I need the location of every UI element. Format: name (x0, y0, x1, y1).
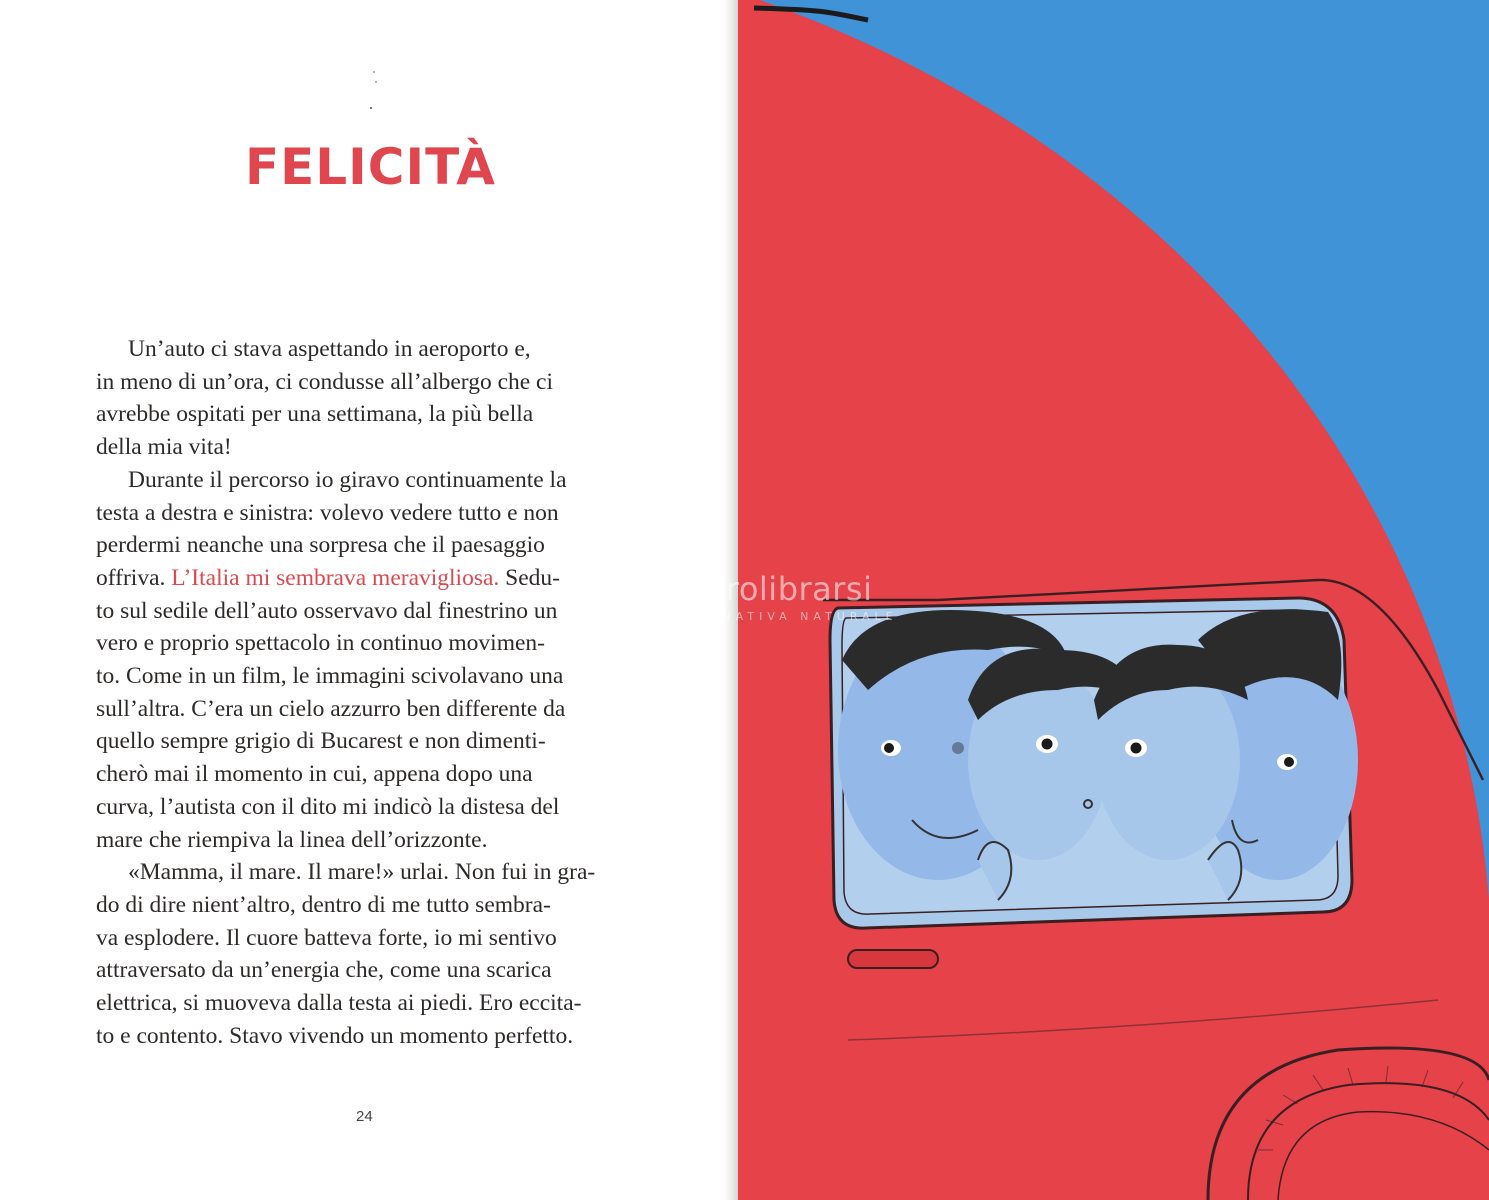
watermark (620, 570, 910, 634)
text-line (96, 562, 636, 595)
chapter-title: FELICITÀ (245, 138, 496, 196)
text-line: della mia vita! (96, 434, 232, 461)
door-handle (848, 950, 938, 968)
text-line: attraversato da un’energia che, come una scarica (96, 957, 552, 984)
paragraph-1 (96, 333, 636, 464)
text-line: to e contento. Stavo vivendo un momento perfetto. (96, 1022, 574, 1049)
text-line: quello sempre grigio di Bucarest e non dimenti- (96, 728, 546, 755)
text-line: vero e proprio spettacolo in continuo movimen- (96, 630, 546, 657)
body-text (96, 333, 636, 1052)
text-line: Un’auto ci stava aspettando in aeroporto e, (128, 336, 531, 362)
text-line: mare che riempiva la linea dell’orizzonte. (96, 826, 488, 853)
text-line: in meno di un’ora, ci condusse all’albergo che ci (96, 368, 554, 395)
text-line: to sul sedile dell’auto osservavo dal finestrino un (96, 597, 558, 624)
leaf-logo-icon (620, 572, 654, 612)
text-line: elettrica, si muoveva dalla testa ai piedi. Ero eccita- (96, 990, 582, 1017)
text-line: Durante il percorso io giravo continuamente la (128, 466, 567, 493)
text-line: do di dire nient’altro, dentro di me tutto sembra- (96, 891, 551, 918)
text-line: cherò mai il momento in cui, appena dopo una (96, 761, 533, 788)
text-line: «Mamma, il mare. Il mare!» urlai. Non fui in gra- (128, 859, 596, 886)
text-line: to. Come in un film, le immagini scivolavano una (96, 663, 564, 690)
watermark-tagline: ALTERNATIVA NATURALE (664, 610, 898, 623)
text-run: offriva. (96, 564, 172, 591)
text-line: avrebbe ospitati per una settimana, la più bella (96, 401, 534, 428)
highlighted-sentence: L’Italia mi sembrava meravigliosa. (171, 564, 500, 591)
text-line: curva, l’autista con il dito mi indicò la distesa del (96, 793, 560, 820)
page-number: 24 (356, 1108, 373, 1125)
text-line: testa a destra e sinistra: volevo vedere tutto e non (96, 499, 559, 526)
text-line: perdermi neanche una sorpresa che il paesaggio (96, 532, 545, 559)
text-line: sull’altra. C’era un cielo azzurro ben differente da (96, 695, 566, 722)
text-run: Sedu- (499, 564, 560, 591)
paragraph-2 (96, 464, 636, 856)
text-line: va esplodere. Il cuore batteva forte, io mi sentivo (96, 924, 557, 951)
paper-specks (360, 58, 390, 118)
paragraph-3 (96, 856, 636, 1052)
watermark-brand: macrolibrarsi (656, 570, 873, 608)
